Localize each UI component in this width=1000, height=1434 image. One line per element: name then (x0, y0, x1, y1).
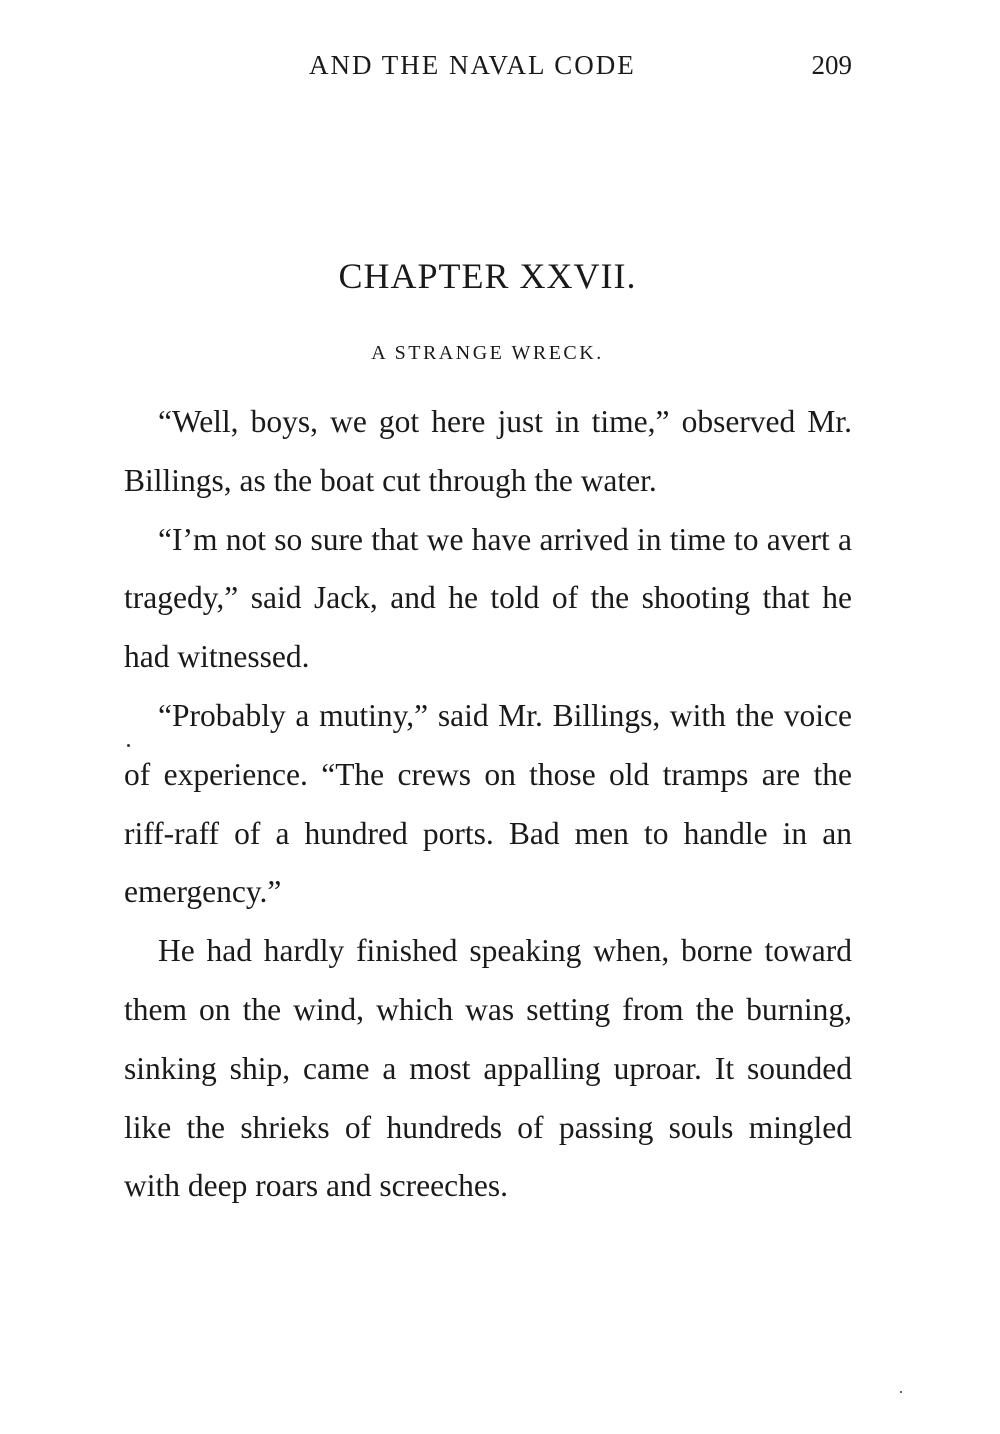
paragraph: He had hardly finished speaking when, borne toward them on the wind, which was setting from the burning, sinking ship, came a most appalling uproar. It sounded like the shrieks of hundreds of passing souls mingled with deep roars and screeches. (124, 933, 852, 1204)
running-head (124, 50, 852, 86)
body-text (124, 393, 852, 1216)
print-speck (127, 744, 130, 747)
paragraph: “Well, boys, we got here just in time,” observed Mr. Billings, as the boat cut through the water. (124, 404, 852, 498)
page-number: 209 (811, 50, 852, 80)
print-speck (900, 1391, 902, 1393)
chapter-title: CHAPTER XXVII. (338, 256, 637, 296)
paragraph: “Probably a mutiny,” said Mr. Billings, with the voice of experience. “The crews on those old tramps are the riff-raff of a hundred ports. Bad men to handle in an emergency.” (124, 697, 852, 910)
paragraph: “I’m not so sure that we have arrived in time to avert a tragedy,” said Jack, and he told of the shooting that he had witnessed. (124, 521, 852, 675)
running-head-title: AND THE NAVAL CODE (309, 50, 636, 80)
chapter-subtitle: A STRANGE WRECK. (371, 342, 604, 364)
